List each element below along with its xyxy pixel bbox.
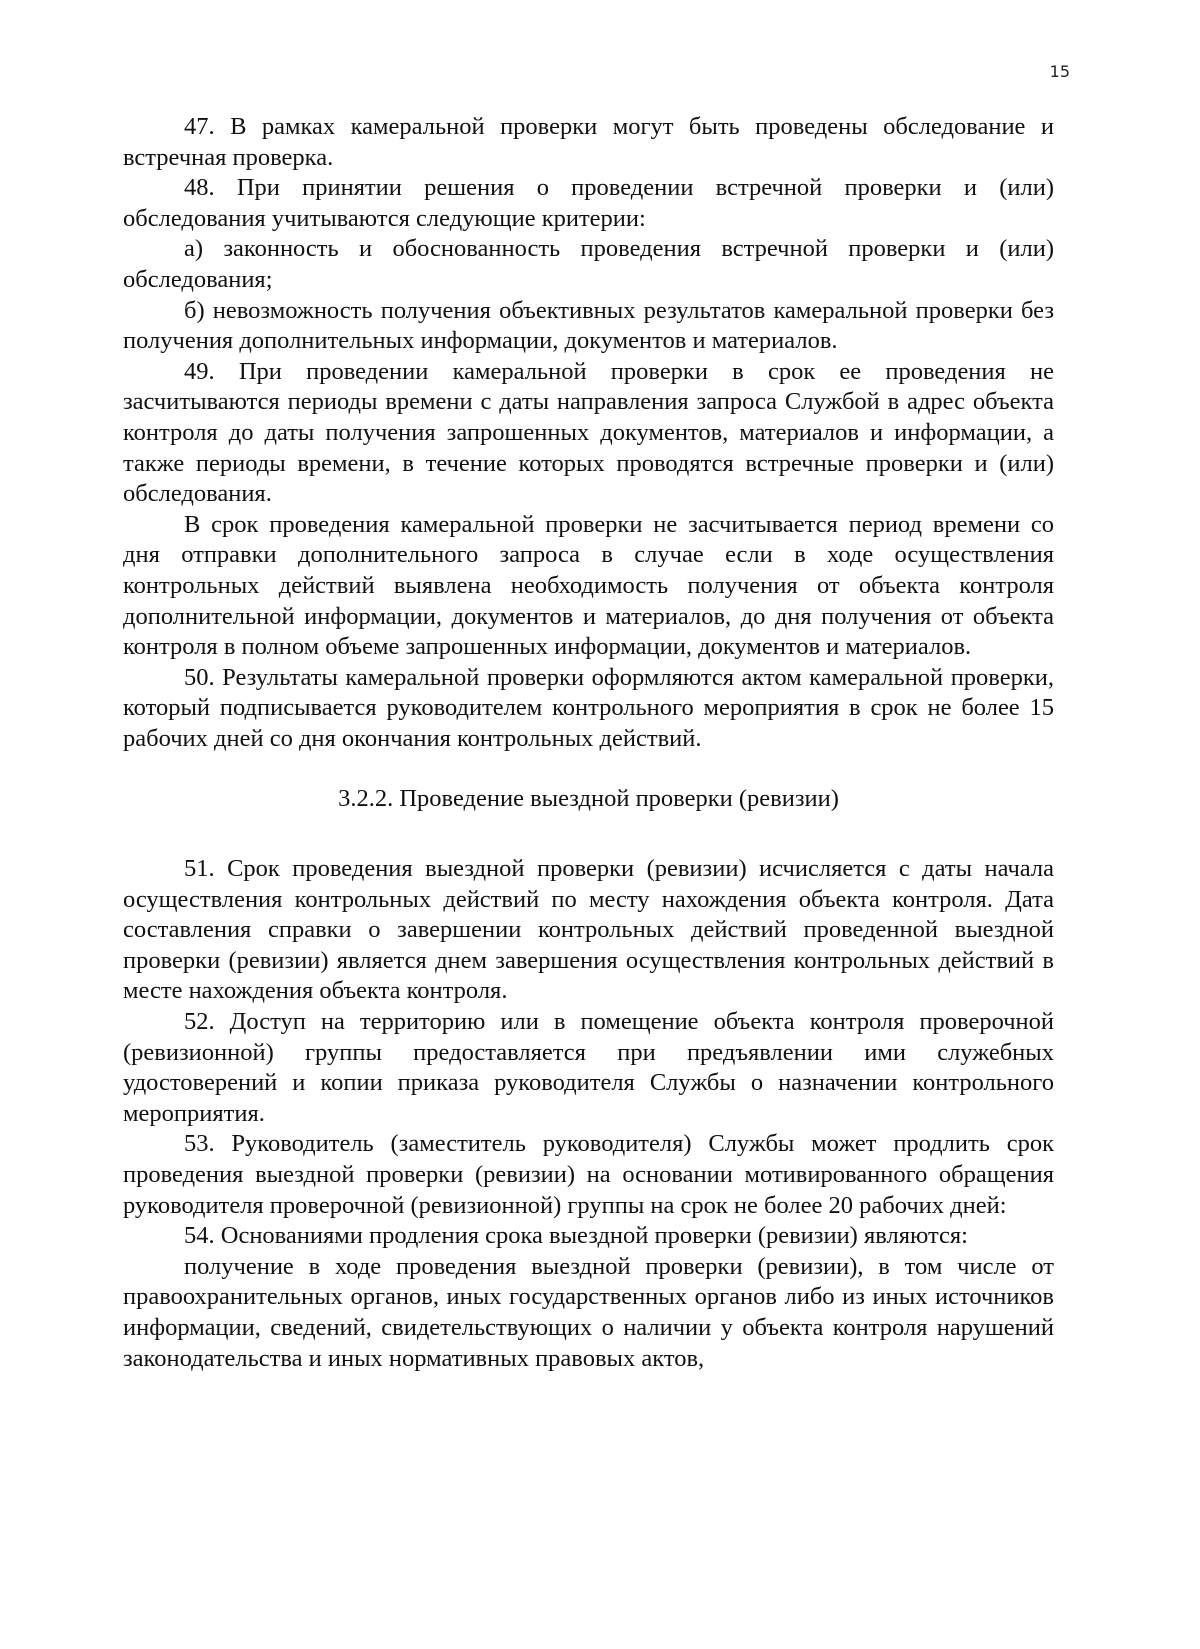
paragraph-53: 53. Руководитель (заместитель руководителя) Службы может продлить срок проведения выездной проверки (ревизии) на основании мотивированного обращения руководителя проверочной (ревизионной) группы на срок не более 20 рабочих дней: xyxy=(123,1130,1054,1219)
paragraph-47: 47. В рамках камеральной проверки могут быть проведены обследование и встречная проверка. xyxy=(123,113,1054,171)
document-body xyxy=(123,112,1054,1374)
paragraph-51: 51. Срок проведения выездной проверки (ревизии) исчисляется с даты начала осуществления контрольных действий по месту нахождения объекта контроля. Дата составления справки о завершении контрольных действий проведенной выездной проверки (ревизии) является днем завершения осуществления контрольных действий в месте нахождения объекта контроля. xyxy=(123,855,1054,1005)
section-heading: 3.2.2. Проведение выездной проверки (ревизии) xyxy=(338,785,839,813)
paragraph-54-item: получение в ходе проведения выездной проверки (ревизии), в том числе от правоохранительных органов, иных государственных органов либо из иных источников информации, сведений, свидетельствующих о наличии у объекта контроля нарушений законодательства и иных нормативных правовых актов, xyxy=(123,1252,1054,1372)
paragraph-54: 54. Основаниями продления срока выездной проверки (ревизии) являются: xyxy=(184,1222,968,1250)
criterion-a: а) законность и обоснованность проведения встречной проверки и (или) обследования; xyxy=(123,235,1054,293)
paragraph-48: 48. При принятии решения о проведении встречной проверки и (или) обследования учитываются следующие критерии: xyxy=(123,174,1054,232)
paragraph-52: 52. Доступ на территорию или в помещение объекта контроля проверочной (ревизионной) группы предоставляется при предъявлении ими служебных удостоверений и копии приказа руководителя Службы о назначении контрольного мероприятия. xyxy=(123,1008,1054,1127)
paragraph-49-continuation: В срок проведения камеральной проверки не засчитывается период времени со дня отправки дополнительного запроса в случае если в ходе осуществления контрольных действий выявлена необходимость получения от объекта контроля дополнительной информации, документов и материалов, до дня получения от объекта контроля в полном объеме запрошенных информации, документов и материалов. xyxy=(123,510,1054,661)
page-number: 15 xyxy=(1049,62,1070,81)
criterion-b: б) невозможность получения объективных результатов камеральной проверки без получения дополнительных информации, документов и материалов. xyxy=(123,296,1054,355)
paragraph-49: 49. При проведении камеральной проверки в срок ее проведения не засчитываются периоды времени с даты направления запроса Службой в адрес объекта контроля до даты получения запрошенных документов, материалов и информации, а также периоды времени, в течение которых проводятся встречные проверки и (или) обследования. xyxy=(123,357,1054,508)
paragraph-50: 50. Результаты камеральной проверки оформляются актом камеральной проверки, который подписывается руководителем контрольного мероприятия в срок не более 15 рабочих дней со дня окончания контрольных действий. xyxy=(123,663,1054,752)
